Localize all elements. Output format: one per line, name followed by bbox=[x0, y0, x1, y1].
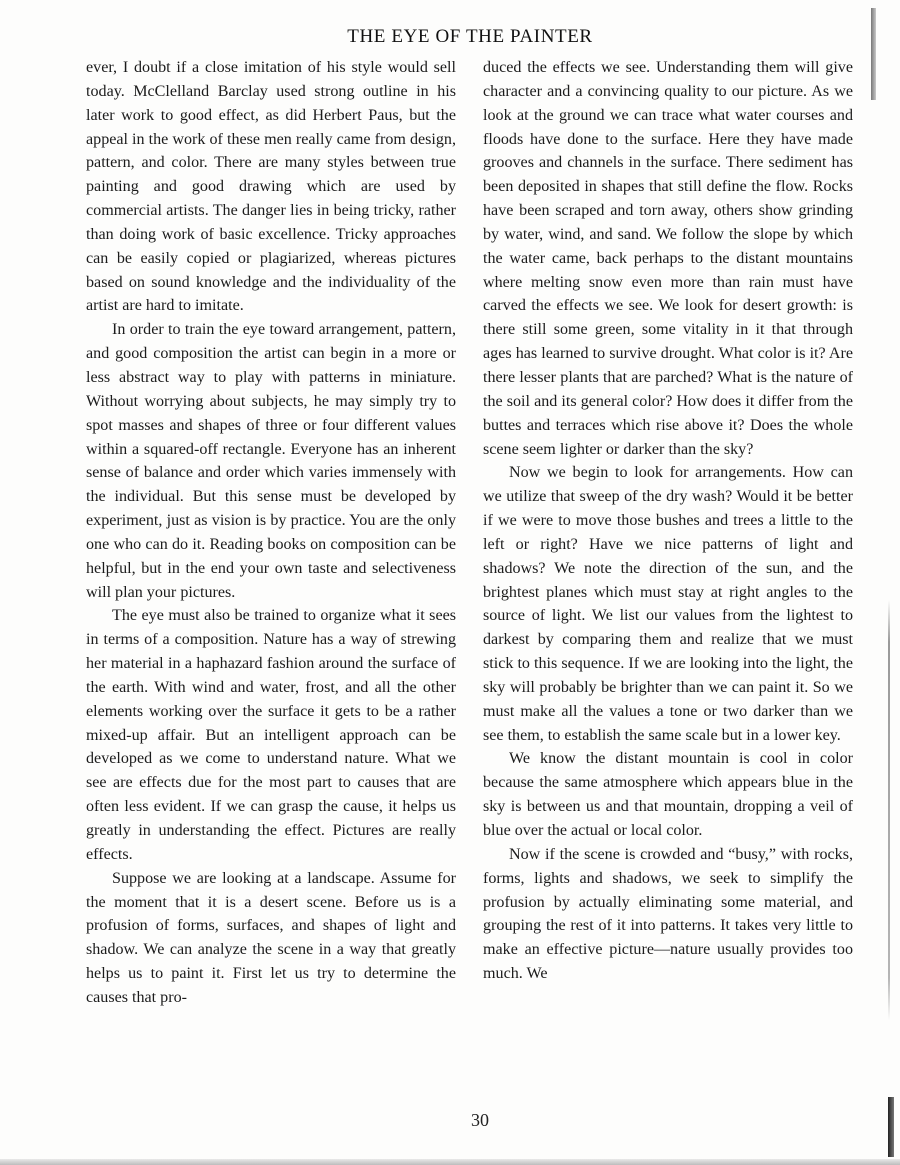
paragraph: Suppose we are looking at a landscape. Assume for the moment that it is a desert scene. Before us is a profusion of forms, surfaces, and shapes of light and shadow. We can analyze the scene in a way that greatly helps us to paint it. First let us try to determine the causes that pro- bbox=[86, 869, 456, 1006]
binding-shadow-top bbox=[871, 8, 876, 100]
right-text-column bbox=[483, 56, 853, 986]
paragraph: duced the effects we see. Understanding them will give character and a convincing quality to our picture. As we look at the ground we can trace what water courses and floods have done to the surface. Here they have made grooves and channels in the surface. There sediment has been deposited in shapes that still define the flow. Rocks have been scraped and torn away, others show grinding by water, wind, and sand. We follow the slope by which the water came, back perhaps to the distant mountains where melting snow even more than rain must have carved the effects we see. We look for desert growth: is there still some green, some vitality in it that through ages has learned to survive drought. What color is it? Are there lesser plants that are parched? What is the nature of the soil and its general color? How does it differ from the buttes and terraces which rise above it? Does the whole scene seem lighter or darker than the sky? bbox=[483, 59, 853, 458]
paragraph: We know the distant mountain is cool in color because the same atmosphere which appears blue in the sky is between us and that mountain, dropping a veil of blue over the actual or local color. bbox=[483, 750, 853, 839]
binding-shadow-bottom bbox=[888, 1097, 894, 1157]
paragraph: In order to train the eye toward arrangement, pattern, and good composition the artist can begin in a more or less abstract way to play with patterns in miniature. Without worrying about subjects, he may simply try to spot masses and shapes of three or four different values within a squared-off rectangle. Everyone has an inherent sense of balance and order which varies immensely with the individual. But this sense must be developed by experiment, just as vision is by practice. You are the only one who can do it. Reading books on composition can be helpful, but in the end your own taste and selectiveness will plan your pictures. bbox=[86, 321, 456, 601]
paragraph: Now we begin to look for arrangements. How can we utilize that sweep of the dry wash? Would it be better if we were to move those bushes and trees a little to the left or right? Have we nice patterns of light and shadows? We note the direction of the sun, and the brightest planes which must stay at right angles to the source of light. We list our values from the lightest to darkest by comparing them and realize that we must stick to this sequence. If we are looking into the light, the sky will probably be brighter than we can paint it. So we must make all the values a tone or two darker than we see them, to establish the same scale but in a lower key. bbox=[483, 464, 853, 744]
scan-bottom-edge bbox=[0, 1159, 900, 1165]
paragraph: ever, I doubt if a close imitation of his style would sell today. McClelland Barclay used strong outline in his later work to good effect, as did Herbert Paus, but the appeal in the work of these men really came from design, pattern, and color. There are many styles between true painting and good drawing which are used by commercial artists. The danger lies in being tricky, rather than doing work of basic excellence. Tricky approaches can be easily copied or plagiarized, whereas pictures based on sound knowledge and the individuality of the artist are hard to imitate. bbox=[86, 59, 456, 315]
scan-edge-artifact bbox=[864, 0, 900, 1165]
binding-shadow-line bbox=[888, 600, 890, 1020]
page-number: 30 bbox=[471, 1110, 489, 1130]
running-head: THE EYE OF THE PAINTER bbox=[347, 26, 593, 47]
paragraph: The eye must also be trained to organize what it sees in terms of a composition. Nature has a way of strewing her material in a haphazard fashion around the surface of the earth. With wind and water, frost, and all the other elements working over the surface it gets to be a rather mixed-up affair. But an intelligent approach can be developed as we come to understand nature. What we see are effects due for the most part to causes that are often less evident. If we can grasp the cause, it helps us greatly in understanding the effect. Pictures are really effects. bbox=[86, 607, 456, 863]
left-text-column bbox=[86, 56, 456, 1010]
paragraph: Now if the scene is crowded and “busy,” with rocks, forms, lights and shadows, we seek to simplify the profusion by actually eliminating some material, and grouping the rest of it into patterns. It takes very little to make an effective picture—nature usually provides too much. We bbox=[483, 845, 853, 983]
